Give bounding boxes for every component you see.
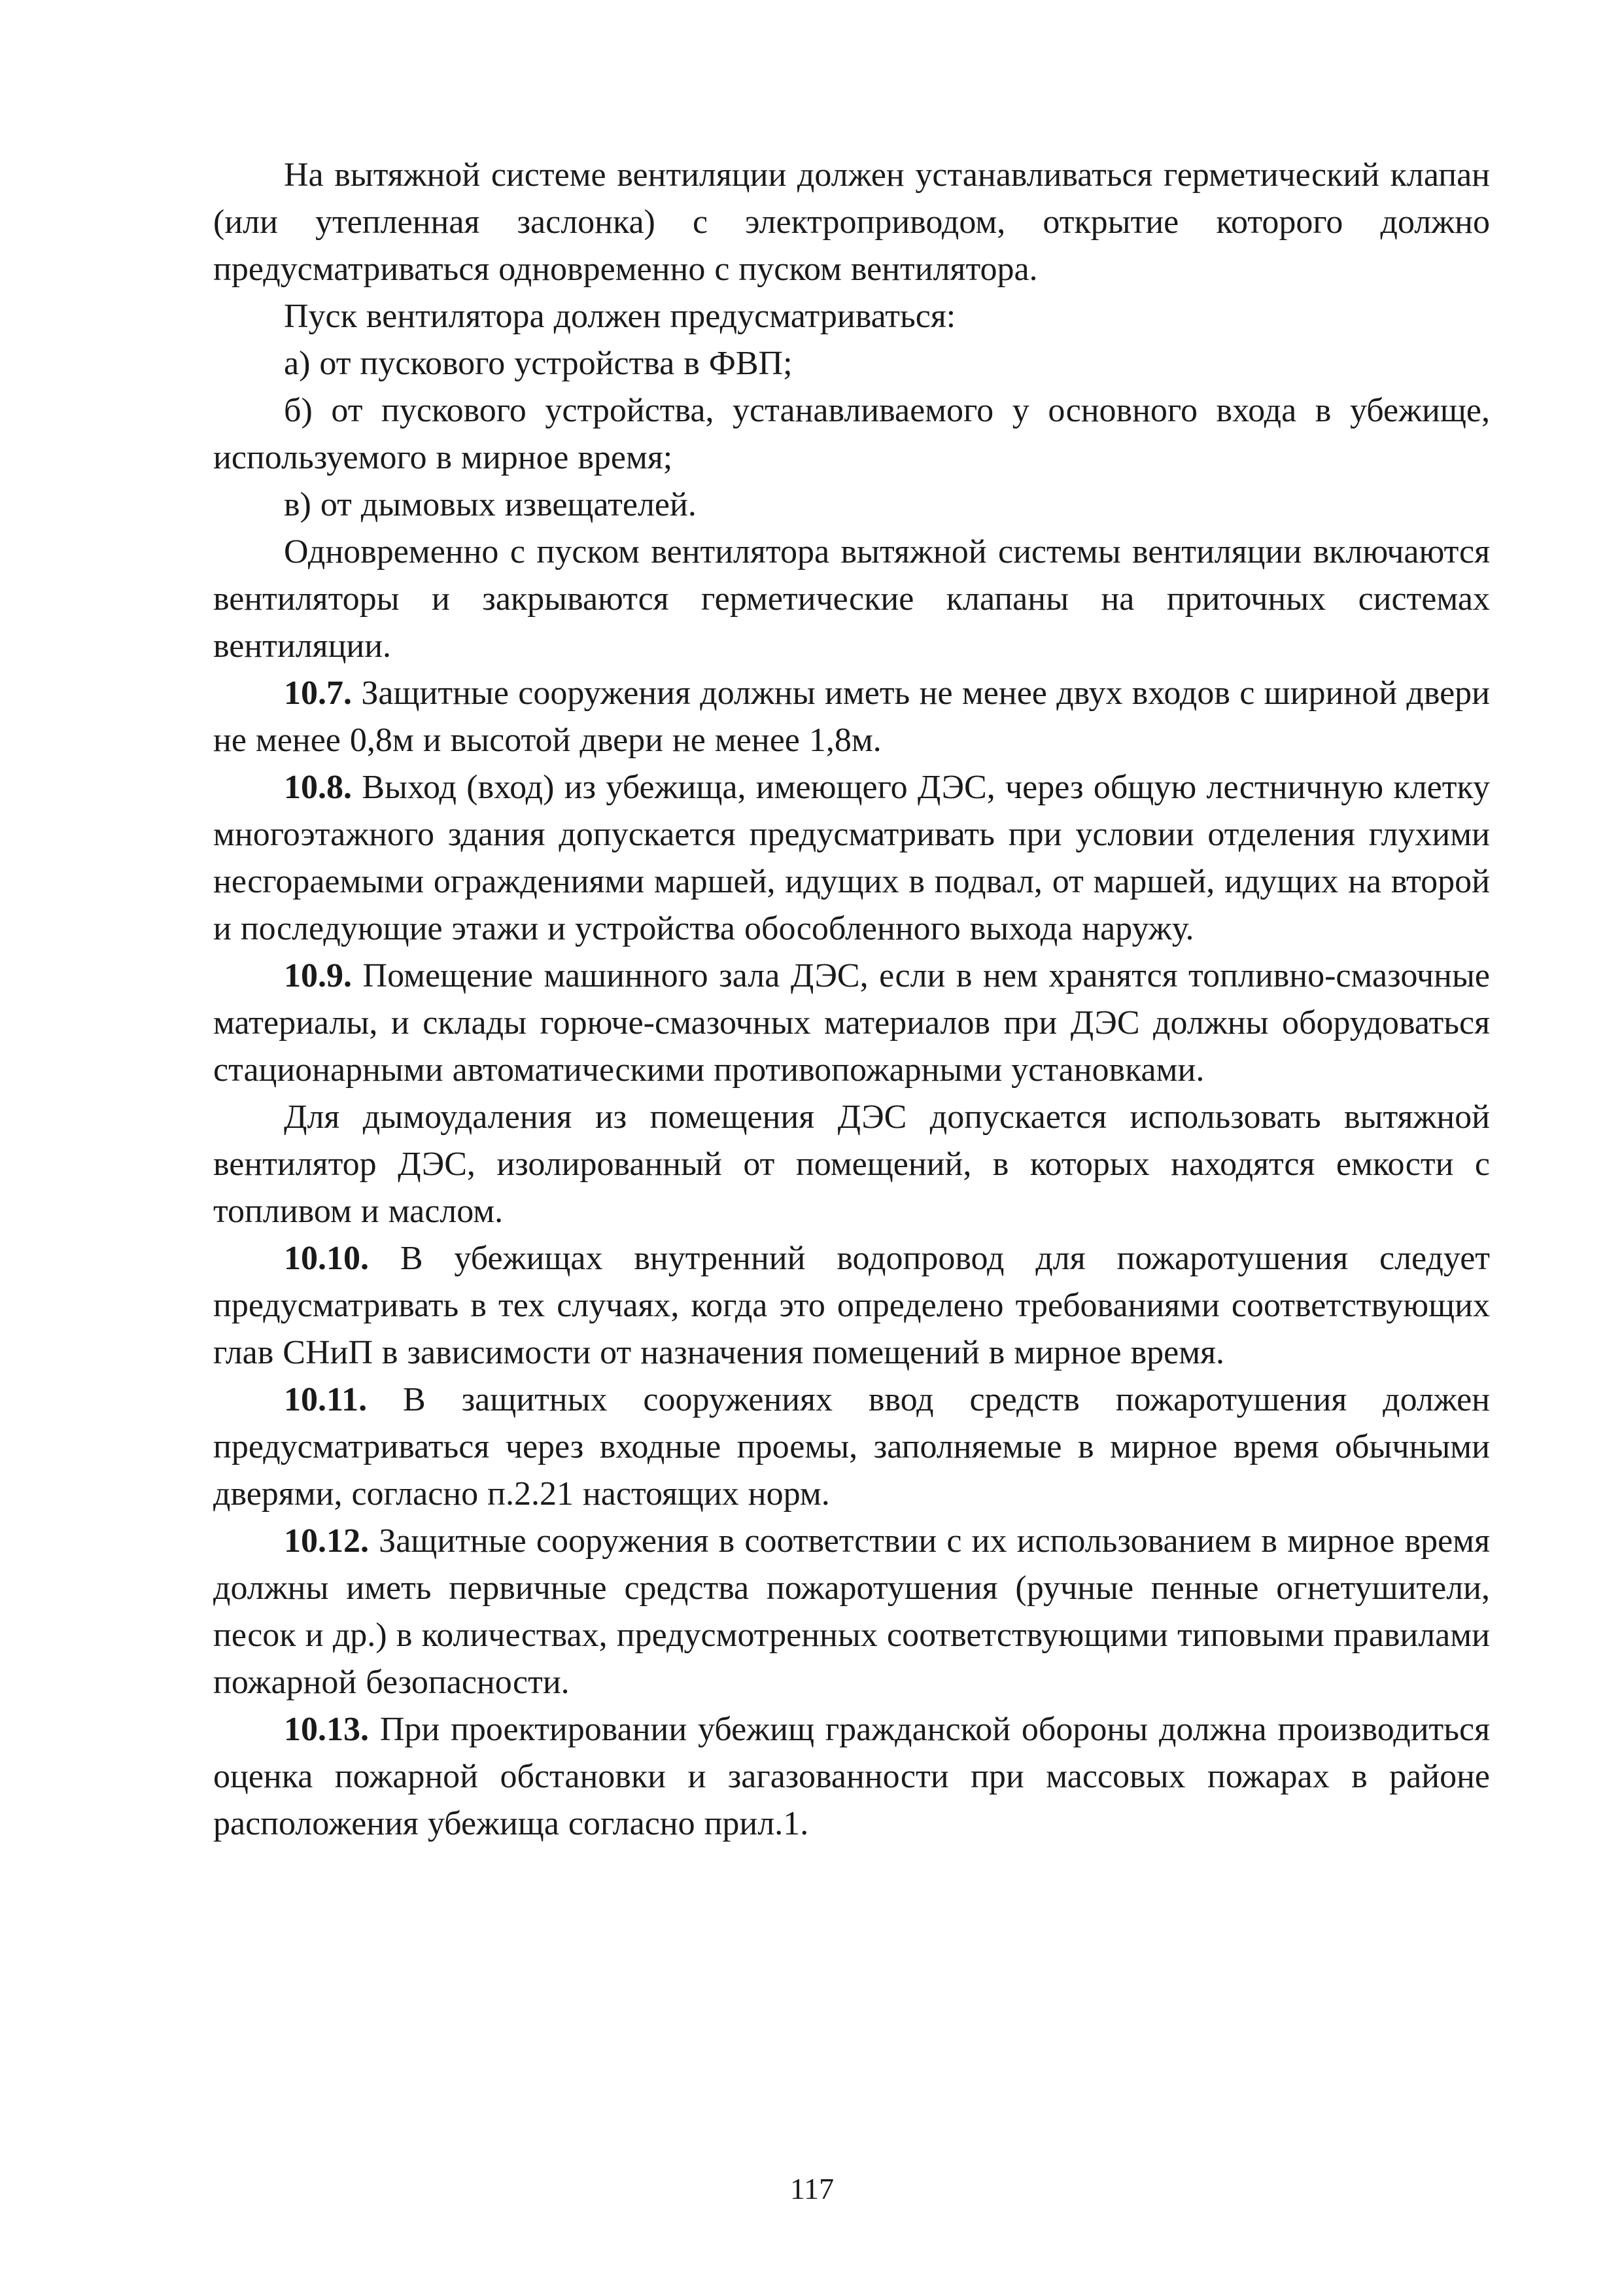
paragraph-text: На вытяжной системе вентиляции должен устанавливаться герметический клапан (или утепленная заслонка) с электроприводом, открытие которого должно предусматриваться одновременно с пуском вентилятора.: [213, 156, 1490, 288]
clause-text: При проектировании убежищ гражданской обороны должна производиться оценка пожарной обстановки и загазованности при массовых пожарах в районе расположения убежища согласно прил.1.: [213, 1711, 1490, 1842]
page-body: [213, 152, 1490, 1848]
clause-text: В защитных сооружениях ввод средств пожаротушения должен предусматриваться через входные проемы, заполняемые в мирное время обычными дверями, согласно п.2.21 настоящих норм.: [213, 1381, 1490, 1513]
clause-number: 10.7.: [284, 674, 352, 712]
clause-10-9: [213, 953, 1490, 1094]
list-item-a: [213, 340, 1490, 387]
clause-10-13: [213, 1706, 1490, 1848]
clause-text: Помещение машинного зала ДЭС, если в нем хранятся топливно-смазочные материалы, и склады горюче-смазочных материалов при ДЭС должны оборудоваться стационарными автоматическими противопожарными установками.: [213, 957, 1490, 1089]
paragraph-smoke-removal: [213, 1094, 1490, 1235]
clause-number: 10.11.: [284, 1381, 368, 1418]
clause-10-11: [213, 1376, 1490, 1518]
paragraph-text: Для дымоудаления из помещения ДЭС допускается использовать вытяжной вентилятор ДЭС, изолированный от помещений, в которых находятся емкости с топливом и маслом.: [213, 1098, 1490, 1230]
clause-10-8: [213, 764, 1490, 953]
clause-text: Защитные сооружения должны иметь не менее двух входов с шириной двери не менее 0,8м и высотой двери не менее 1,8м.: [213, 674, 1490, 759]
clause-text: В убежищах внутренний водопровод для пожаротушения следует предусматривать в тех случаях, когда это определено требованиями соответствующих глав СНиП в зависимости от назначения помещений в мирное время.: [213, 1240, 1490, 1371]
clause-text: Выход (вход) из убежища, имеющего ДЭС, через общую лестничную клетку многоэтажного здания допускается предусматривать при условии отделения глухими несгораемыми ограждениями маршей, идущих в подвал, от маршей, идущих на второй и последующие этажи и устройства обособленного выхода наружу.: [213, 769, 1490, 947]
list-item-c: [213, 482, 1490, 529]
clause-number: 10.10.: [284, 1240, 369, 1277]
paragraph-text: а) от пускового устройства в ФВП;: [284, 345, 793, 382]
paragraph-fan-start: [213, 293, 1490, 340]
paragraph-text: Одновременно с пуском вентилятора вытяжной системы вентиляции включаются вентиляторы и закрываются герметические клапаны на приточных системах вентиляции.: [213, 533, 1490, 665]
clause-number: 10.12.: [284, 1522, 369, 1560]
clause-number: 10.9.: [284, 957, 352, 994]
clause-10-12: [213, 1518, 1490, 1706]
list-item-b: [213, 387, 1490, 482]
clause-10-10: [213, 1235, 1490, 1376]
paragraph-simultaneous: [213, 529, 1490, 670]
clause-10-7: [213, 670, 1490, 764]
paragraph-exhaust-valve: [213, 152, 1490, 293]
paragraph-text: в) от дымовых извещателей.: [284, 486, 697, 523]
paragraph-text: б) от пускового устройства, устанавливаемого у основного входа в убежище, используемого в мирное время;: [213, 392, 1490, 476]
clause-number: 10.13.: [284, 1711, 369, 1748]
clause-text: Защитные сооружения в соответствии с их использованием в мирное время должны иметь первичные средства пожаротушения (ручные пенные огнетушители, песок и др.) в количествах, предусмотренных соответствующими типовыми правилами пожарной безопасности.: [213, 1522, 1490, 1701]
paragraph-text: Пуск вентилятора должен предусматриваться:: [284, 298, 956, 335]
clause-number: 10.8.: [284, 769, 352, 806]
page-number: 117: [789, 2172, 835, 2205]
